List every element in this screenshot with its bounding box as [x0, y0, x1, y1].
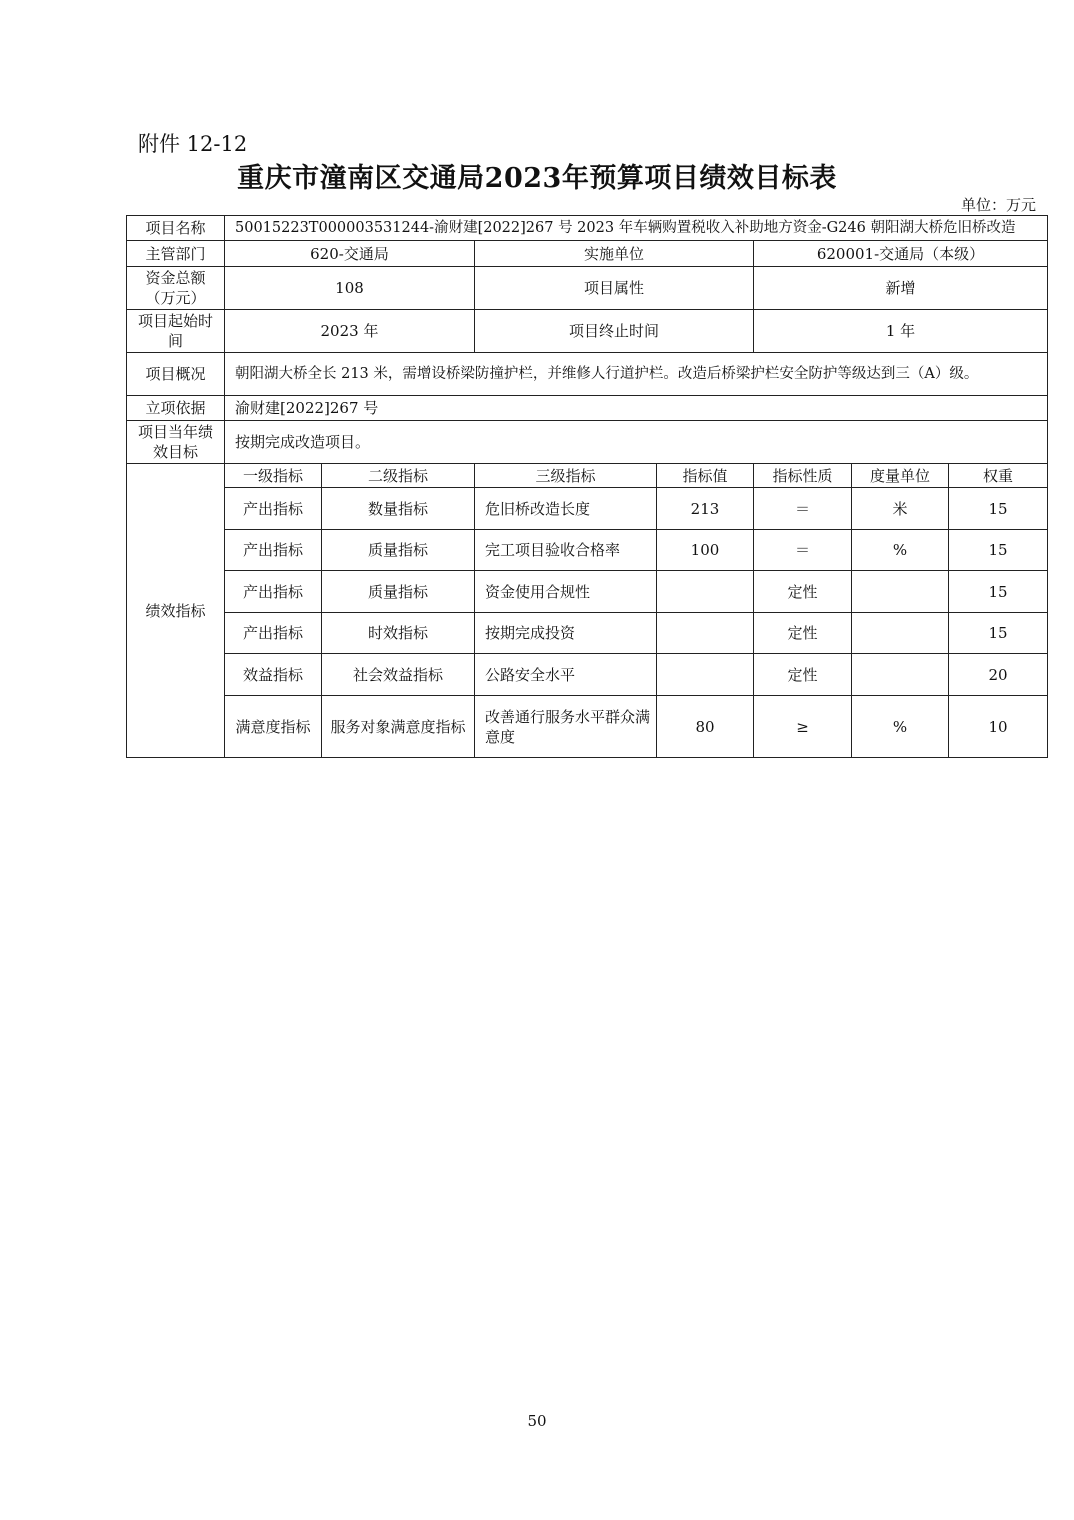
header-cell: 指标值 — [657, 464, 754, 488]
value-cell — [657, 654, 754, 696]
perf-row — [127, 696, 1048, 758]
overview-value: 朝阳湖大桥全长 213 米，需增设桥梁防撞护栏，并维修人行道护栏。改造后桥梁护栏安全防护等级达到三（A）级。 — [225, 353, 1048, 396]
weight-cell: 15 — [949, 488, 1048, 530]
header-cell: 三级指标 — [475, 464, 657, 488]
level2-cell: 质量指标 — [322, 530, 475, 571]
unit-label: 单位：万元 — [960, 196, 1036, 214]
row-period — [127, 310, 1048, 353]
document-title: 重庆市潼南区交通局2023年预算项目绩效目标表 — [237, 163, 837, 194]
project-name-label: 项目名称 — [127, 216, 225, 241]
level3-cell: 改善通行服务水平群众满意度 — [475, 696, 657, 758]
value-cell: 80 — [657, 696, 754, 758]
level2-cell: 质量指标 — [322, 571, 475, 613]
weight-cell: 10 — [949, 696, 1048, 758]
start-value: 2023 年 — [225, 310, 475, 353]
perf-header-row — [127, 464, 1048, 488]
level1-cell: 效益指标 — [225, 654, 322, 696]
level1-cell: 产出指标 — [225, 530, 322, 571]
perf-row — [127, 488, 1048, 530]
perf-row — [127, 613, 1048, 654]
goal-label: 项目当年绩效目标 — [127, 421, 225, 464]
nature-cell: 定性 — [754, 654, 852, 696]
perf-row — [127, 530, 1048, 571]
nature-cell: 定性 — [754, 571, 852, 613]
row-department — [127, 241, 1048, 267]
level3-cell: 资金使用合规性 — [475, 571, 657, 613]
unit-cell — [852, 613, 949, 654]
end-value: 1 年 — [754, 310, 1048, 353]
row-goal — [127, 421, 1048, 464]
level1-cell: 满意度指标 — [225, 696, 322, 758]
level3-cell: 公路安全水平 — [475, 654, 657, 696]
header-cell: 一级指标 — [225, 464, 322, 488]
level1-cell: 产出指标 — [225, 613, 322, 654]
unit-cell: % — [852, 696, 949, 758]
goal-value: 按期完成改造项目。 — [225, 421, 1048, 464]
attr-label: 项目属性 — [475, 267, 754, 310]
unit-cell: % — [852, 530, 949, 571]
level2-cell: 数量指标 — [322, 488, 475, 530]
unit-cell — [852, 654, 949, 696]
nature-cell: ＝ — [754, 530, 852, 571]
level2-cell: 社会效益指标 — [322, 654, 475, 696]
level3-cell: 完工项目验收合格率 — [475, 530, 657, 571]
header-cell: 二级指标 — [322, 464, 475, 488]
unit-cell: 米 — [852, 488, 949, 530]
level1-cell: 产出指标 — [225, 571, 322, 613]
nature-cell: ＝ — [754, 488, 852, 530]
weight-cell: 15 — [949, 530, 1048, 571]
funds-label: 资金总额（万元） — [127, 267, 225, 310]
impl-label: 实施单位 — [475, 241, 754, 267]
basis-value: 渝财建[2022]267 号 — [225, 396, 1048, 421]
dept-value: 620-交通局 — [225, 241, 475, 267]
basis-label: 立项依据 — [127, 396, 225, 421]
level1-cell: 产出指标 — [225, 488, 322, 530]
nature-cell: ≥ — [754, 696, 852, 758]
row-overview — [127, 353, 1048, 396]
performance-target-table — [126, 215, 1048, 758]
row-funds — [127, 267, 1048, 310]
header-cell: 度量单位 — [852, 464, 949, 488]
perf-row — [127, 654, 1048, 696]
perf-row — [127, 571, 1048, 613]
value-cell — [657, 571, 754, 613]
perf-label: 绩效指标 — [127, 464, 225, 758]
nature-cell: 定性 — [754, 613, 852, 654]
start-label: 项目起始时间 — [127, 310, 225, 353]
level3-cell: 按期完成投资 — [475, 613, 657, 654]
weight-cell: 15 — [949, 571, 1048, 613]
project-name-value: 50015223T000003531244-渝财建[2022]267 号 2023 年车辆购置税收入补助地方资金-G246 朝阳湖大桥危旧桥改造 — [225, 216, 1048, 241]
row-project-name — [127, 216, 1048, 241]
overview-label: 项目概况 — [127, 353, 225, 396]
level2-cell: 时效指标 — [322, 613, 475, 654]
value-cell — [657, 613, 754, 654]
funds-value: 108 — [225, 267, 475, 310]
weight-cell: 15 — [949, 613, 1048, 654]
page-number: 50 — [527, 1412, 547, 1430]
impl-value: 620001-交通局（本级） — [754, 241, 1048, 267]
attr-value: 新增 — [754, 267, 1048, 310]
value-cell: 213 — [657, 488, 754, 530]
attachment-label: 附件 12-12 — [138, 132, 248, 156]
weight-cell: 20 — [949, 654, 1048, 696]
unit-cell — [852, 571, 949, 613]
header-cell: 权重 — [949, 464, 1048, 488]
row-basis — [127, 396, 1048, 421]
level3-cell: 危旧桥改造长度 — [475, 488, 657, 530]
end-label: 项目终止时间 — [475, 310, 754, 353]
value-cell: 100 — [657, 530, 754, 571]
header-cell: 指标性质 — [754, 464, 852, 488]
dept-label: 主管部门 — [127, 241, 225, 267]
level2-cell: 服务对象满意度指标 — [322, 696, 475, 758]
